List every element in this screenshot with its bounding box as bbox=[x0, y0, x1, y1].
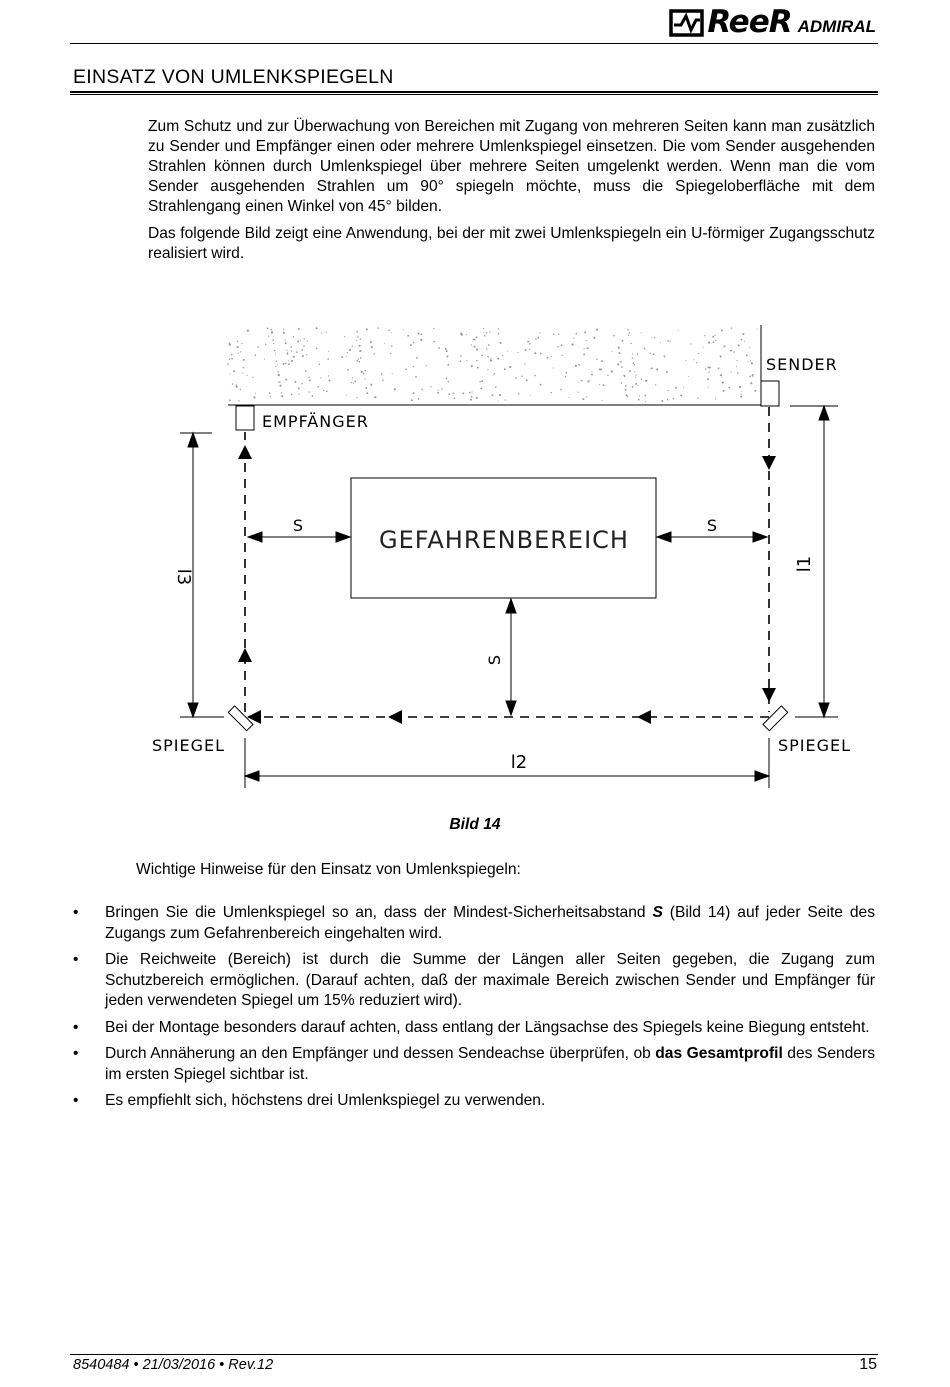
danger-zone-label: GEFAHRENBEREICH bbox=[379, 526, 629, 554]
page-title: EINSATZ VON UMLENKSPIEGELN bbox=[73, 66, 394, 88]
s-label-right: S bbox=[706, 516, 718, 535]
mirror-left bbox=[228, 706, 253, 731]
list-item bbox=[70, 1018, 875, 1039]
intro-paragraph-2: Das folgende Bild zeigt eine Anwendung, bei der mit zwei Umlenkspiegeln ein U-förmiger Zugangsschutz realisiert wird. bbox=[148, 225, 875, 262]
receiver-label: EMPFÄNGER bbox=[262, 412, 369, 431]
mirror-right-label: SPIEGEL bbox=[778, 736, 852, 755]
l2-label: l2 bbox=[510, 752, 528, 773]
note-text: Bei der Montage besonders darauf achten, dass entlang der Längsachse des Spiegels keine Biegung entsteht. bbox=[105, 1018, 870, 1036]
receiver-device bbox=[236, 406, 254, 430]
note-text: Es empfiehlt sich, höchstens drei Umlenkspiegel zu verwenden. bbox=[105, 1092, 546, 1109]
l3-label: l3 bbox=[173, 568, 194, 586]
arrow-left-icon bbox=[637, 710, 651, 724]
product-name: ADMIRAL bbox=[797, 17, 876, 36]
floor-hatching bbox=[227, 327, 757, 402]
arrow-up-icon bbox=[238, 445, 252, 459]
sender-label: SENDER bbox=[766, 355, 838, 374]
l1-label: l1 bbox=[794, 555, 815, 573]
bullet-icon: • bbox=[73, 904, 79, 921]
arrow-left-icon bbox=[388, 710, 402, 724]
note-text: Die Reichweite (Bereich) ist durch die Summe der Längen aller Seiten gegeben, die Zugang zum Schutzbereich ermöglichen. (Darauf achten, daß der maximale Bereich zwischen Sender und Empfänger für jeden verwendeten Spiegel um 15% reduziert wird). bbox=[105, 951, 875, 1009]
note-emphasis: S bbox=[652, 904, 663, 921]
figure-caption: Bild 14 bbox=[449, 816, 501, 833]
list-item bbox=[70, 950, 875, 1012]
note-text: (Bild 14) auf jeder Seite des Zugangs zum Gefahrenbereich eingehalten wird. bbox=[105, 904, 875, 942]
bullet-icon: • bbox=[73, 1018, 79, 1036]
note-text: Bringen Sie die Umlenkspiegel so an, dass der Mindest-Sicherheitsabstand bbox=[105, 904, 653, 921]
notes-list bbox=[70, 903, 875, 1118]
note-text: des Senders im ersten Spiegel sichtbar ist. bbox=[105, 1045, 876, 1083]
arrow-down-icon bbox=[762, 456, 776, 470]
bullet-icon: • bbox=[73, 951, 79, 968]
sender-device bbox=[761, 381, 779, 406]
arrow-down-icon bbox=[762, 688, 776, 702]
mirror-left-label: SPIEGEL bbox=[152, 736, 226, 755]
intro-paragraph-1: Zum Schutz und zur Überwachung von Bereichen mit Zugang von mehreren Seiten kann man zusätzlich zu Sender und Empfänger einen oder mehrere Umlenkspiegel einsetzen. Die vom Sender ausgehenden Strahlen können durch Umlenkspiegel über mehrere Seiten umgelenkt werden. Wenn man die vom Sender ausgehenden Strahlen um 90° spiegeln möchte, muss die Spiegeloberfläche mit dem Strahlengang einen Winkel von 45° bilden. bbox=[148, 118, 875, 215]
list-item bbox=[70, 1044, 875, 1085]
bullet-icon: • bbox=[73, 1092, 79, 1109]
list-item bbox=[70, 1091, 875, 1112]
footer-rule bbox=[70, 1354, 878, 1355]
arrow-up-icon bbox=[238, 648, 252, 662]
brand-name: ReeR bbox=[707, 4, 792, 40]
page-number: 15 bbox=[859, 1356, 877, 1373]
notes-title: Wichtige Hinweise für den Einsatz von Umlenkspiegeln: bbox=[136, 861, 521, 878]
note-bold: das Gesamtprofil bbox=[655, 1045, 783, 1062]
s-label-left: S bbox=[292, 516, 304, 535]
doc-reference: 8540484 • 21/03/2016 • Rev.12 bbox=[73, 1357, 274, 1373]
note-text: Durch Annäherung an den Empfänger und dessen Sendeachse überprüfen, ob bbox=[105, 1045, 656, 1062]
bullet-icon: • bbox=[73, 1045, 79, 1062]
mirror-right bbox=[763, 706, 788, 731]
list-item bbox=[70, 903, 875, 944]
s-label-bottom: S bbox=[485, 654, 504, 666]
